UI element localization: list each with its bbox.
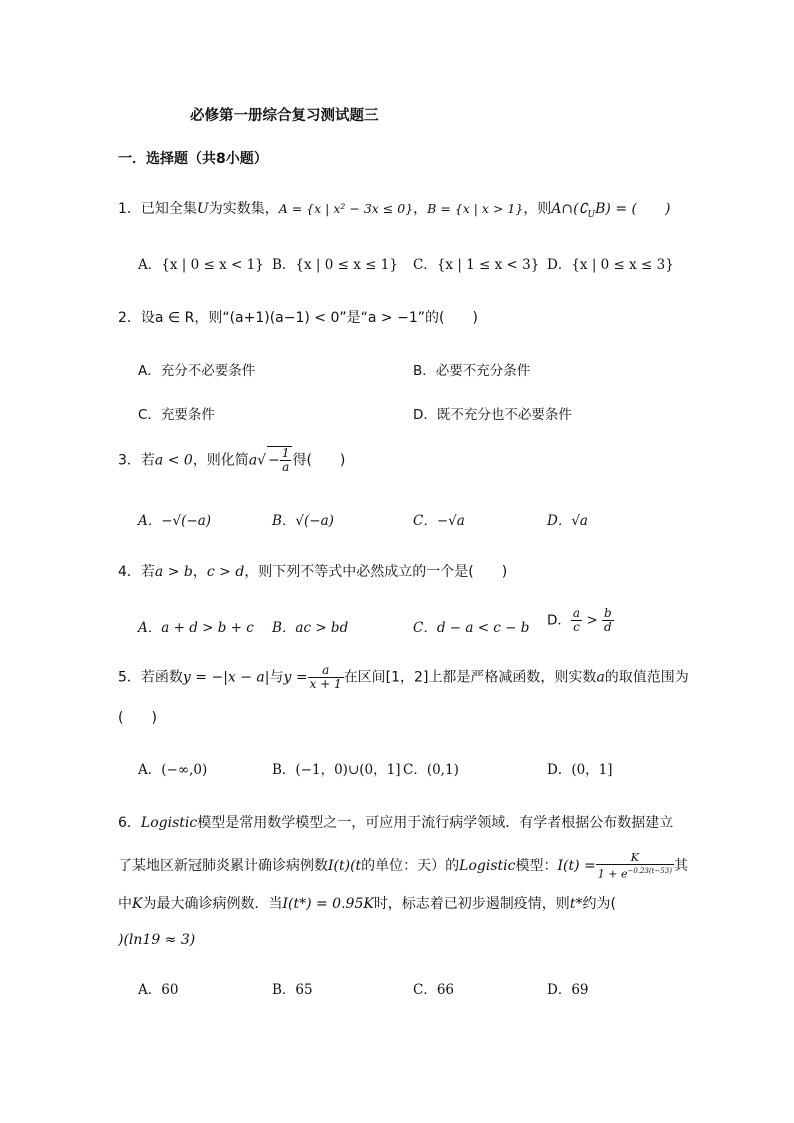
math-expr: I(t)(t — [328, 857, 362, 874]
fraction-numerator: b — [603, 606, 612, 620]
option-d: D．(0，1] — [547, 762, 613, 778]
math-var: K — [132, 896, 143, 912]
question-text: 的取值范围为 — [604, 669, 689, 686]
question-text: ， — [192, 564, 207, 580]
question-text: ，则下列不等式中必然成立的一个是( ) — [244, 564, 508, 580]
question-text: 的单位：天）的 — [361, 857, 460, 874]
option-c: C．−√a — [413, 513, 465, 529]
option-d: D．{x | 0 ≤ x ≤ 3} — [547, 257, 674, 273]
math-expr: a < 0 — [154, 452, 193, 469]
option-a: A．(−∞,0) — [138, 762, 208, 778]
question-text: 已知全集 — [140, 201, 197, 217]
option-a: A．60 — [138, 982, 179, 998]
question-number: 1． — [118, 201, 141, 217]
question-text: 若 — [140, 564, 155, 580]
section-heading: 一．选择题（共8小题） — [118, 151, 268, 167]
question-6-line2 — [118, 851, 688, 881]
option-a: A．−√(−a) — [138, 513, 212, 529]
option-d: D．√a — [547, 513, 588, 529]
math-var: t* — [569, 896, 583, 912]
question-6-line4: )(ln19 ≈ 3) — [118, 932, 196, 948]
option-a: A．{x | 0 ≤ x < 1} — [138, 257, 264, 273]
question-4 — [118, 561, 507, 581]
math-var: a — [596, 669, 605, 686]
question-number: 6． — [118, 815, 141, 831]
option-b: B．{x | 0 ≤ x ≤ 1} — [272, 257, 398, 273]
question-text: 在区间[1，2]上都是严格减函数，则实数 — [343, 669, 597, 686]
option-a: A．充分不必要条件 — [138, 363, 256, 379]
question-text: 其 — [673, 857, 688, 874]
question-text: 模型是常用数学模型之一，可应用于流行病学领域．有学者根据公布数据建立 — [197, 815, 674, 831]
math-var: a — [248, 452, 258, 469]
question-text: ，则 — [523, 201, 552, 217]
question-text: 为实数集， — [208, 201, 279, 217]
option-label: D． — [547, 612, 571, 629]
math-exponent: −0.23(t−53) — [627, 867, 672, 875]
fraction-denominator: a — [282, 460, 290, 474]
option-c: C．(0,1) — [403, 762, 459, 778]
math-expr: I(t) = — [557, 857, 596, 874]
option-d: D． $\frac{a}{c}$ > $\frac{b}{d}$ — [547, 606, 612, 634]
question-text: 中 — [118, 896, 132, 912]
question-6-line3 — [118, 893, 616, 913]
fraction-denominator: 1 + e — [597, 867, 628, 881]
math-expr: B) = ( ) — [595, 201, 671, 217]
question-text: 为最大确诊病例数．当 — [142, 896, 283, 912]
option-a: A．a + d > b + c — [138, 620, 254, 636]
sqrt-radicand: − $\frac{1}{a}$ — [267, 446, 292, 474]
math-expr: A∩(∁ — [551, 201, 588, 217]
option-c: C．66 — [413, 982, 455, 998]
option-d: D．69 — [547, 982, 589, 998]
question-text: 设a ∈ R，则“(a+1)(a−1) < 0”是“a > −1”的( ) — [140, 310, 478, 326]
question-text: 约为( — [582, 896, 616, 912]
fraction-denominator: x + 1 — [309, 677, 342, 691]
question-1 — [118, 198, 670, 220]
set-a-expr: A = {x | x² − 3x ≤ 0} — [278, 201, 414, 216]
question-5 — [118, 664, 689, 691]
fraction-numerator: a — [308, 664, 344, 678]
fraction-denominator: d — [603, 620, 612, 634]
question-number: 3． — [118, 452, 141, 469]
option-b: B．√(−a) — [272, 513, 334, 529]
math-expr: y = −|x − a| — [182, 669, 270, 686]
question-text: 模型： — [515, 857, 558, 874]
question-text: 若 — [140, 452, 155, 469]
question-text: ， — [413, 201, 428, 217]
set-b-expr: B = {x | x > 1} — [427, 201, 524, 216]
question-6 — [118, 812, 673, 832]
math-expr: c > d — [206, 564, 245, 580]
fraction-numerator: 1 — [281, 446, 290, 460]
question-text: 得( ) — [292, 452, 346, 469]
math-sub: U — [587, 209, 596, 220]
question-text: ，则化简 — [192, 452, 249, 469]
math-word: Logistic — [140, 815, 198, 831]
question-text: 了某地区新冠肺炎累计确诊病例数 — [118, 857, 328, 874]
fraction-numerator: K — [596, 851, 674, 865]
document-title: 必修第一册综合复习测试题三 — [190, 108, 379, 124]
option-c: C．充要条件 — [138, 407, 215, 423]
option-d: D．既不充分也不必要条件 — [413, 407, 572, 423]
option-b: B．ac > bd — [272, 620, 349, 636]
question-text: 若函数 — [140, 669, 183, 686]
option-c: C．d − a < c − b — [413, 620, 530, 636]
question-number: 2． — [118, 310, 141, 326]
sqrt-icon: √ — [257, 452, 267, 469]
question-number: 5． — [118, 669, 141, 686]
question-3 — [118, 446, 345, 474]
fraction-numerator: a — [572, 606, 581, 620]
option-b: B．必要不充分条件 — [413, 363, 531, 379]
question-2 — [118, 307, 478, 327]
option-b: B．65 — [272, 982, 313, 998]
math-word: Logistic — [459, 857, 516, 874]
question-text: 与 — [269, 669, 284, 686]
option-c: C．{x | 1 ≤ x < 3} — [413, 257, 540, 273]
option-b: B．(−1，0)∪(0，1] — [272, 762, 401, 778]
question-text: 时，标志着已初步遏制疫情，则 — [373, 896, 570, 912]
fraction-denominator: c — [573, 620, 580, 634]
math-expr: I(t*) = 0.95K — [282, 896, 374, 912]
math-expr: y = — [283, 669, 308, 686]
math-expr: a > b — [154, 564, 193, 580]
math-var: U — [196, 201, 209, 217]
question-5-line2: ( ) — [118, 710, 157, 726]
question-number: 4． — [118, 564, 141, 580]
